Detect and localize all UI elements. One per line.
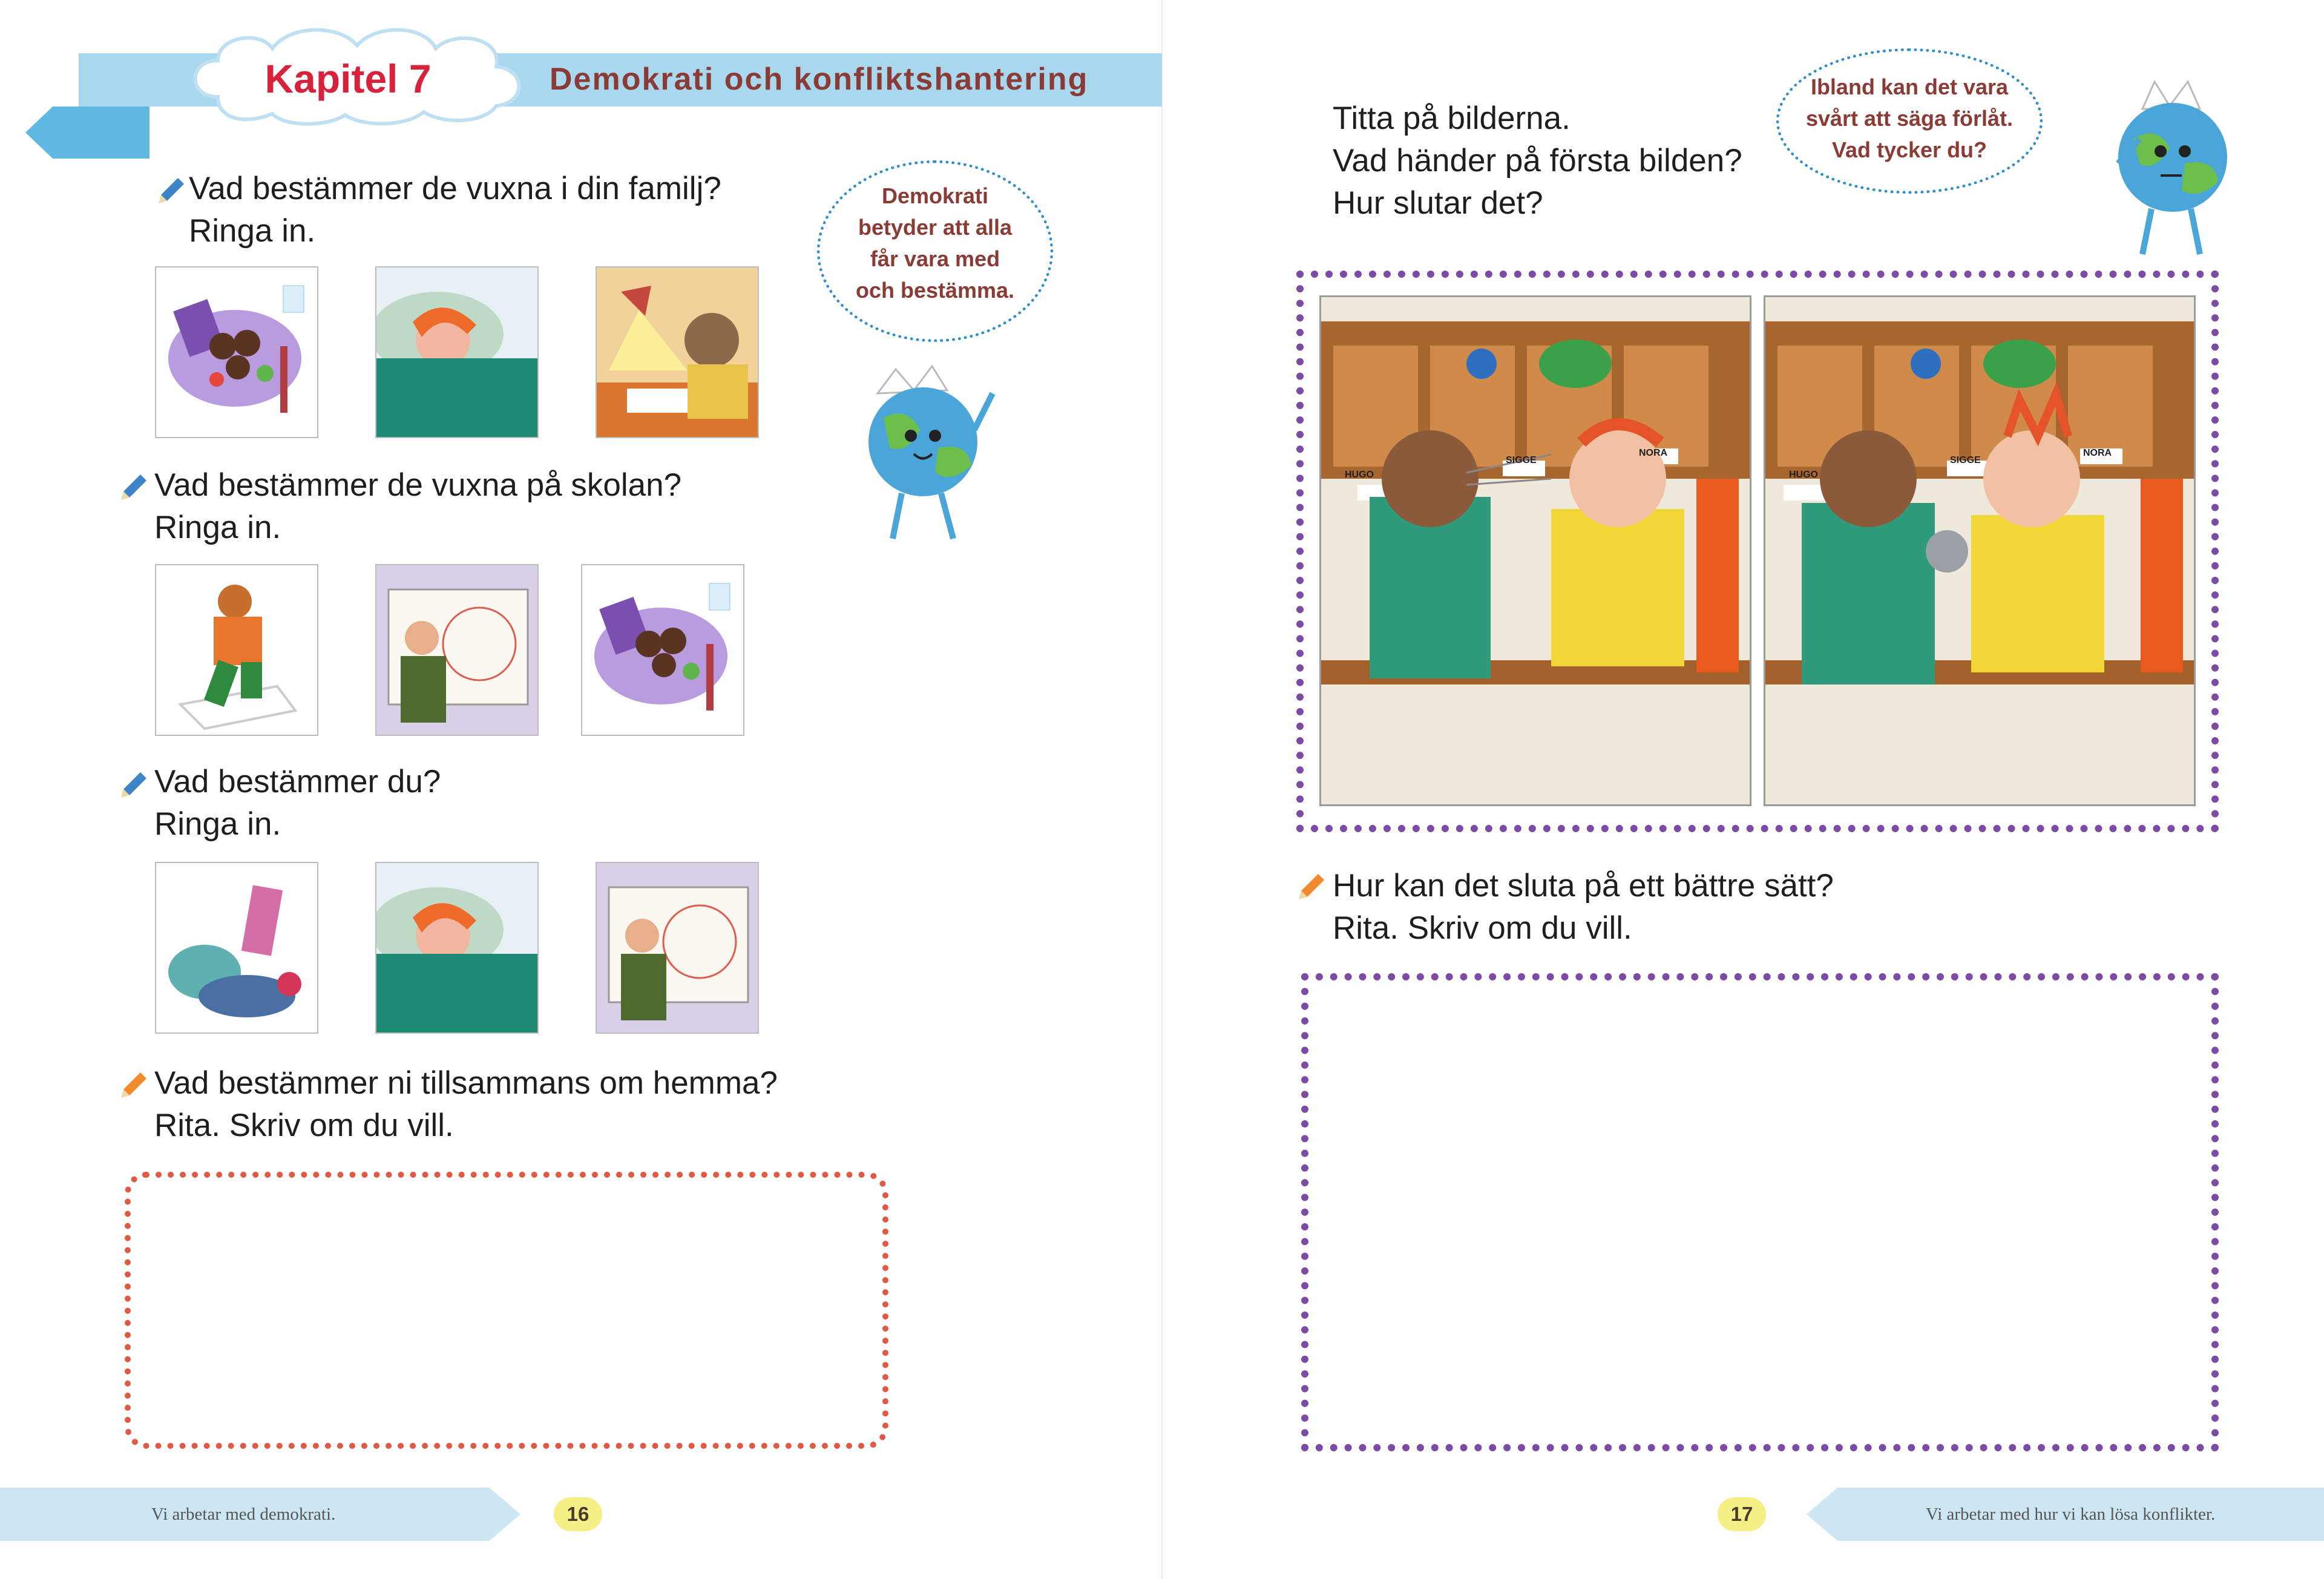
drawing-area-home[interactable] bbox=[125, 1172, 888, 1449]
picture-dinner-plate[interactable] bbox=[155, 266, 318, 438]
comic-panel-2 bbox=[1764, 295, 2196, 806]
page-spine bbox=[1161, 0, 1163, 1579]
hook-label-hugo-2: HUGO bbox=[1789, 470, 1818, 480]
page-number-right: 17 bbox=[1718, 1497, 1766, 1531]
globe-mascot-right bbox=[2082, 73, 2263, 266]
question-1-text: Vad bestämmer de vuxna i din familj? bbox=[189, 171, 721, 206]
question-3-text: Vad bestämmer du? bbox=[154, 764, 441, 799]
pencil-icon bbox=[119, 765, 153, 799]
pencil-orange-icon bbox=[119, 1065, 153, 1099]
pencil-icon bbox=[119, 467, 153, 501]
picture-homework-lamp[interactable] bbox=[596, 266, 759, 438]
chapter-title: Demokrati och konfliktshantering bbox=[550, 62, 1089, 97]
speech-bubble-sorry-line2: svårt att säga förlåt. bbox=[1805, 106, 2014, 131]
intro-line-3: Hur slutar det? bbox=[1333, 185, 1543, 221]
chapter-flag bbox=[25, 107, 149, 159]
footer-left-text: Vi arbetar med demokrati. bbox=[151, 1505, 336, 1524]
chapter-number: Kapitel 7 bbox=[264, 56, 432, 101]
picture-hopscotch-kid[interactable] bbox=[155, 564, 318, 736]
question-2-text: Vad bestämmer de vuxna på skolan? bbox=[154, 467, 682, 503]
picture-teacher-whiteboard-2[interactable] bbox=[596, 862, 759, 1034]
hook-label-sigge-2: SIGGE bbox=[1950, 455, 1981, 465]
drawing-area-better-ending[interactable] bbox=[1301, 973, 2219, 1451]
hook-label-nora-2: NORA bbox=[2083, 448, 2112, 458]
pencil-orange-icon bbox=[1296, 867, 1330, 901]
comic-panel-1 bbox=[1319, 295, 1751, 806]
intro-line-2: Vad händer på första bilden? bbox=[1333, 143, 1742, 179]
pencil-icon bbox=[156, 171, 190, 205]
question-3-instruction: Ringa in. bbox=[154, 806, 281, 842]
hook-label-hugo-1: HUGO bbox=[1345, 470, 1374, 480]
page-number-left: 16 bbox=[554, 1497, 602, 1531]
question-1-instruction: Ringa in. bbox=[189, 213, 316, 249]
speech-bubble-sorry-line1: Ibland kan det vara bbox=[1810, 74, 2009, 99]
picture-messy-clothes[interactable] bbox=[155, 862, 318, 1034]
picture-teacher-whiteboard[interactable] bbox=[375, 564, 539, 736]
hook-label-nora-1: NORA bbox=[1639, 448, 1668, 458]
question-4-instruction: Rita. Skriv om du vill. bbox=[154, 1108, 454, 1143]
speech-bubble-sorry-line3: Vad tycker du? bbox=[1831, 137, 1988, 162]
globe-mascot-left bbox=[835, 357, 1011, 557]
speech-bubble-democracy-line2: betyder att alla bbox=[858, 215, 1013, 240]
footer-right-text: Vi arbetar med hur vi kan lösa konflikter. bbox=[1926, 1505, 2216, 1524]
speech-bubble-democracy-line3: får vara med bbox=[870, 246, 1000, 271]
question-4-text: Vad bestämmer ni tillsammans om hemma? bbox=[154, 1065, 778, 1101]
picture-sleeping-child-2[interactable] bbox=[375, 862, 539, 1034]
speech-bubble-democracy-line1: Demokrati bbox=[881, 183, 989, 208]
intro-line-1: Titta på bilderna. bbox=[1333, 100, 1571, 136]
speech-bubble-democracy-line4: och bestämma. bbox=[855, 278, 1015, 303]
picture-dinner-plate-2[interactable] bbox=[581, 564, 744, 736]
hook-label-sigge-1: SIGGE bbox=[1506, 455, 1537, 465]
question-5-instruction: Rita. Skriv om du vill. bbox=[1333, 910, 1632, 946]
question-5-text: Hur kan det sluta på ett bättre sätt? bbox=[1333, 868, 1834, 904]
question-2-instruction: Ringa in. bbox=[154, 510, 281, 545]
picture-sleeping-child[interactable] bbox=[375, 266, 539, 438]
